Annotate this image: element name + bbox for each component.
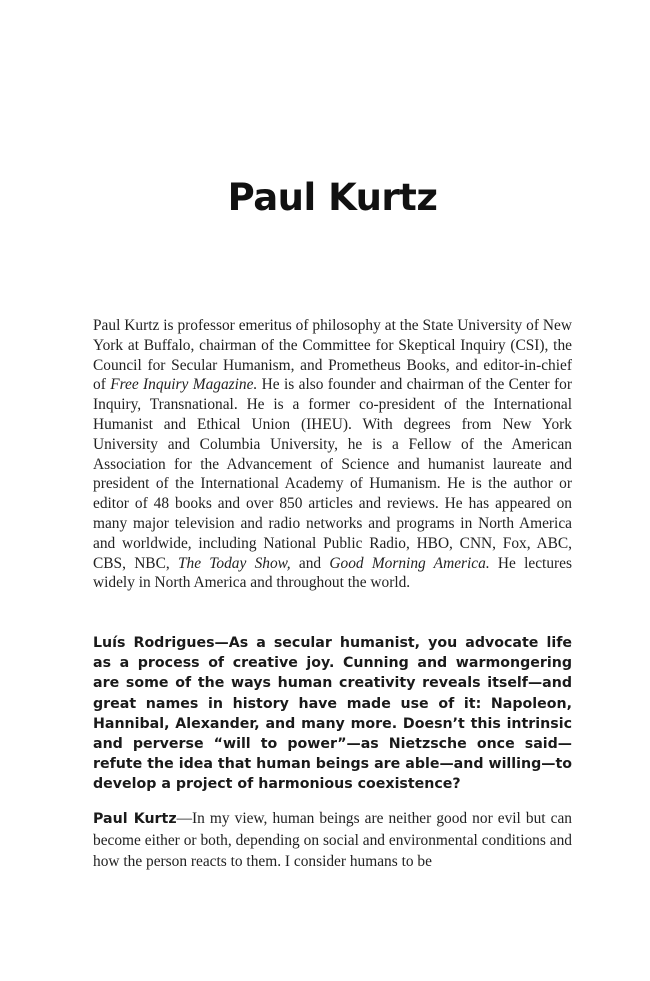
interview-answer <box>93 808 572 872</box>
page-title: Paul Kurtz <box>227 176 438 219</box>
bio-italic-free-inquiry: Free Inquiry Magazine. <box>110 376 258 394</box>
bio-text-3: and <box>290 554 330 572</box>
bio-paragraph <box>93 316 572 593</box>
answer-text: —In my view, human beings are neither good nor evil but can become either or both, depending on social and environmental conditions and how the person reacts to them. I consider humans to be <box>93 810 572 870</box>
interview-question: Luís Rodrigues—As a secular humanist, you advocate life as a process of creative joy. Cunning and warmongering are some of the ways human creativity reveals itself—and great names in history have made use of it: Napoleon, Hannibal, Alexander, and many more. Doesn’t this intrinsic and perverse “will to power”—as Nietzsche once said—refute the idea that human beings are able—and willing—to develop a project of harmonious coexistence? <box>93 635 572 793</box>
bio-text-1: Paul Kurtz is professor emeritus of philosophy at the State University of New York at Buffalo, chairman of the Committee for Skeptical Inquiry (CSI), the Council for Secular Humanism, and Prometheus Books, and editor-in-chief of <box>93 317 572 394</box>
bio-text-4: He lectures widely in North America and throughout the world. <box>93 554 572 592</box>
answer-speaker: Paul Kurtz <box>93 811 177 827</box>
bio-italic-good-morning: Good Morning America. <box>329 554 490 572</box>
bio-italic-today-show: The Today Show, <box>177 554 291 572</box>
bio-text-2: He is also founder and chairman of the Center for Inquiry, Transnational. He is a former co-president of the International Humanist and Ethical Union (IHEU). With degrees from New York University and Columbia University, he is a Fellow of the American Association for the Advancement of Science and humanist laureate and president of the International Academy of Humanism. He is the author or editor of 48 books and over 850 articles and reviews. He has appeared on many major television and radio networks and programs in North America and worldwide, including National Public Radio, HBO, CNN, Fox, ABC, CBS, NBC, <box>93 376 572 572</box>
